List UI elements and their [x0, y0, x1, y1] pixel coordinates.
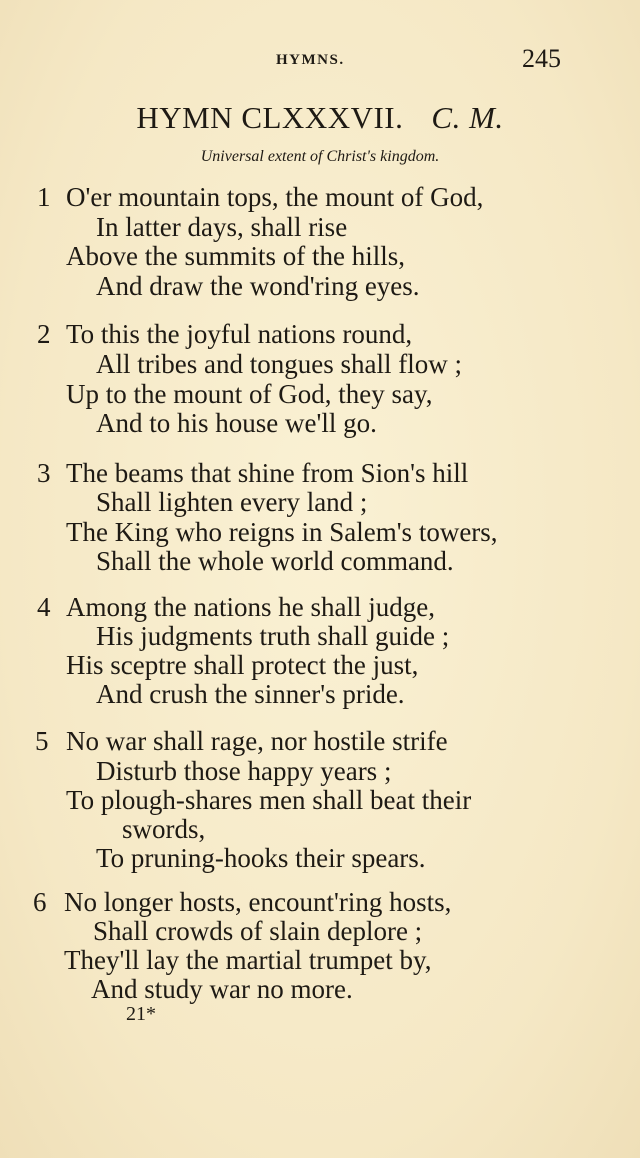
verse-line: Disturb those happy years ;	[96, 756, 392, 786]
verse-line: And to his house we'll go.	[96, 408, 377, 438]
verse-line: The King who reigns in Salem's towers,	[66, 517, 498, 547]
verse-line: And study war no more.	[91, 974, 353, 1004]
page-number: 245	[522, 44, 561, 73]
stanza-number: 3	[37, 458, 51, 488]
verse-line: His judgments truth shall guide ;	[96, 621, 450, 651]
stanza-number: 1	[37, 182, 51, 212]
verse-line: O'er mountain tops, the mount of God,	[66, 182, 484, 212]
verse-line: His sceptre shall protect the just,	[66, 650, 419, 680]
hymn-subtitle: Universal extent of Christ's kingdom.	[200, 148, 440, 165]
verse-line: Shall the whole world command.	[96, 546, 454, 576]
verse-line: They'll lay the martial trumpet by,	[64, 945, 432, 975]
stanza-number: 4	[37, 592, 51, 622]
verse-line: No longer hosts, encount'ring hosts,	[64, 887, 452, 917]
verse-line: Above the summits of the hills,	[66, 241, 405, 271]
verse-line: Among the nations he shall judge,	[66, 592, 435, 622]
verse-line: And crush the sinner's pride.	[96, 679, 405, 709]
verse-line: To pruning-hooks their spears.	[96, 843, 426, 873]
stanza-number: 6	[33, 887, 47, 917]
verse-line: Shall crowds of slain deplore ;	[93, 916, 423, 946]
verse-line: Shall lighten every land ;	[96, 487, 368, 517]
verse-line: The beams that shine from Sion's hill	[66, 458, 469, 488]
verse-line: In latter days, shall rise	[96, 212, 348, 242]
signature-mark: 21*	[126, 1003, 156, 1025]
hymn-title-line	[0, 100, 640, 136]
verse-line: And draw the wond'ring eyes.	[96, 271, 420, 301]
verse-line: Up to the mount of God, they say,	[66, 379, 433, 409]
verse-line: All tribes and tongues shall flow ;	[96, 349, 462, 379]
verse-line: To plough-shares men shall beat their	[66, 785, 472, 815]
stanza-number: 5	[35, 726, 49, 756]
running-head: HYMNS.	[276, 52, 345, 68]
verse-line: No war shall rage, nor hostile strife	[66, 726, 448, 756]
verse-line: To this the joyful nations round,	[66, 319, 413, 349]
stanza-number: 2	[37, 319, 51, 349]
hymn-title: HYMN CLXXXVII.	[136, 100, 404, 135]
hymn-meter: C. M.	[431, 100, 504, 135]
verse-line: swords,	[122, 814, 206, 844]
